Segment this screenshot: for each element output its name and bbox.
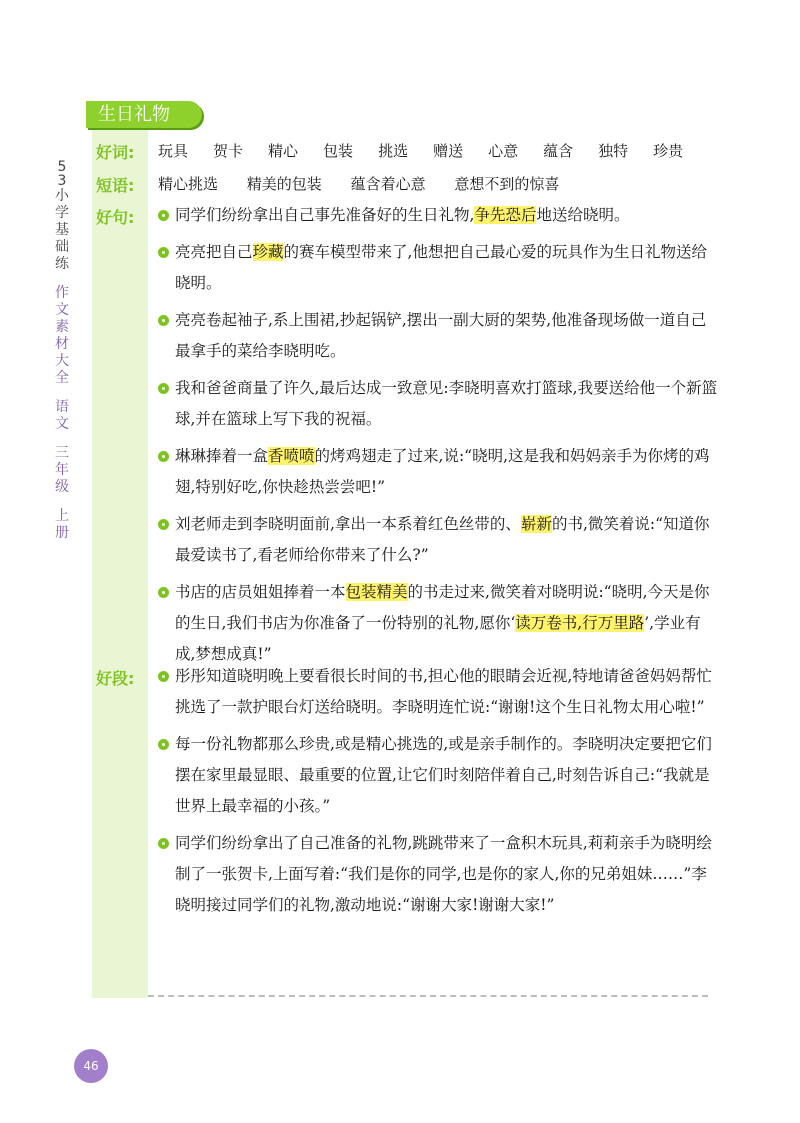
sentence-item (158, 200, 718, 231)
good-sentences (158, 200, 718, 670)
sentence-item (158, 509, 718, 571)
brand-number-3: 3 (57, 173, 67, 189)
bullet-icon (158, 671, 169, 682)
bullet-icon (158, 587, 169, 598)
word-item: 贺卡 (213, 142, 244, 160)
word-item: 挑选 (378, 142, 409, 160)
highlight: 读万卷书,行万里路 (515, 614, 645, 632)
sentence-item (158, 305, 718, 367)
bullet-icon (158, 451, 169, 462)
highlight: 包装精美 (345, 583, 408, 601)
section-title: 生日礼物 (86, 101, 202, 128)
highlight: 香喷喷 (268, 447, 315, 465)
bullet-icon (158, 519, 169, 530)
sentence-text: 的烤鸡翅走了过来,说:“晓明,这是我和妈妈亲手为你烤的鸡翅,特别好吃,你快趁热尝尝吧!” (175, 447, 710, 496)
phrases-list (158, 173, 583, 194)
sidebar-segment-subject: 语 文 (55, 399, 69, 432)
word-item: 包装 (323, 142, 354, 160)
sentence-text: 亮亮把自己 (175, 243, 253, 261)
bullet-icon (158, 838, 169, 849)
good-paragraphs (158, 661, 718, 921)
phrase-item: 精心挑选 (158, 175, 219, 193)
word-item: 蕴含 (543, 142, 574, 160)
bullet-icon (158, 383, 169, 394)
highlight: 争先恐后 (474, 206, 537, 224)
sentence-text: 的书,微笑着说:“知道你最爱读书了,看老师给你带来了什么?” (175, 515, 710, 564)
label-paragraphs: 好段: (96, 669, 135, 688)
word-item: 玩具 (158, 142, 189, 160)
series-sidebar (52, 160, 72, 554)
sentence-text: 刘老师走到李晓明面前,拿出一本系着红色丝带的、 (175, 515, 521, 533)
sentence-text: 我和爸爸商量了许久,最后达成一致意见:李晓明喜欢打篮球,我要送给他一个新篮球,并在篮球上写下我的祝福。 (175, 379, 718, 428)
bullet-icon (158, 247, 169, 258)
paragraph-item (158, 661, 718, 723)
word-item: 心意 (488, 142, 519, 160)
good-words-list (158, 140, 708, 161)
label-words: 好词: (96, 143, 135, 162)
sentence-text: 的赛车模型带来了,他想把自己最心爱的玩具作为生日礼物送给晓明。 (175, 243, 707, 292)
phrase-item: 精美的包装 (246, 175, 322, 193)
sentence-item (158, 441, 718, 503)
word-item: 独特 (598, 142, 629, 160)
sentence-text: ’,学业有成,梦想成真!” (175, 614, 701, 663)
label-phrases: 短语: (96, 176, 135, 195)
paragraph-item (158, 729, 718, 822)
dashed-divider (148, 995, 708, 997)
bullet-icon (158, 210, 169, 221)
word-item: 珍贵 (653, 142, 684, 160)
sentence-text: 地送给晓明。 (536, 206, 630, 224)
paragraph-text: 同学们纷纷拿出了自己准备的礼物,跳跳带来了一盒积木玩具,莉莉亲手为晓明绘制了一张贺卡,上面写着:“我们是你的同学,也是你的家人,你的兄弟姐妹……”李晓明接过同学们的礼物,激动地说:“谢谢大家!谢谢大家!” (175, 834, 712, 914)
brand-number-5: 5 (57, 159, 67, 175)
bullet-icon (158, 315, 169, 326)
sentence-text: 亮亮卷起袖子,系上围裙,抄起锅铲,摆出一副大厨的架势,他准备现场做一道自己最拿手的菜给李晓明吃。 (175, 311, 707, 360)
word-item: 精心 (268, 142, 299, 160)
word-item: 赠送 (433, 142, 464, 160)
series-brand (52, 160, 72, 273)
highlight: 崭新 (520, 515, 552, 533)
sentence-text: 琳琳捧着一盒 (175, 447, 269, 465)
brand-name: 小 学 基 础 练 (55, 188, 69, 272)
page-number: 46 (74, 1049, 108, 1083)
phrase-item: 意想不到的惊喜 (454, 175, 560, 193)
highlight: 珍藏 (252, 243, 284, 261)
sentence-text: 书店的店员姐姐捧着一本 (175, 583, 346, 601)
paragraph-item (158, 828, 718, 921)
paragraph-text: 每一份礼物都那么珍贵,或是精心挑选的,或是亲手制作的。李晓明决定要把它们摆在家里最显眼、最重要的位置,让它们时刻陪伴着自己,时刻告诉自己:“我就是世界上最幸福的小孩。” (175, 735, 712, 815)
phrase-item: 蕴含着心意 (350, 175, 426, 193)
left-color-band (92, 130, 148, 998)
sentence-text: 同学们纷纷拿出自己事先准备好的生日礼物, (175, 206, 475, 224)
sentence-text: 的书走过来,微笑着对晓明说:“晓明,今天是你的生日,我们书店为你准备了一份特别的礼物,愿你‘ (175, 583, 710, 632)
bullet-icon (158, 739, 169, 750)
sentence-item (158, 373, 718, 435)
sidebar-segment-title: 作 文 素 材 大 全 (55, 285, 69, 386)
sidebar-segment-grade: 三 年 级 (55, 445, 69, 495)
sidebar-segment-volume: 上 册 (55, 508, 69, 541)
sentence-item (158, 237, 718, 299)
sentence-item (158, 577, 718, 670)
label-sentences: 好句: (96, 208, 135, 227)
paragraph-text: 彤彤知道晓明晚上要看很长时间的书,担心他的眼睛会近视,特地请爸爸妈妈帮忙挑选了一款护眼台灯送给晓明。李晓明连忙说:“谢谢!这个生日礼物太用心啦!” (175, 667, 712, 716)
